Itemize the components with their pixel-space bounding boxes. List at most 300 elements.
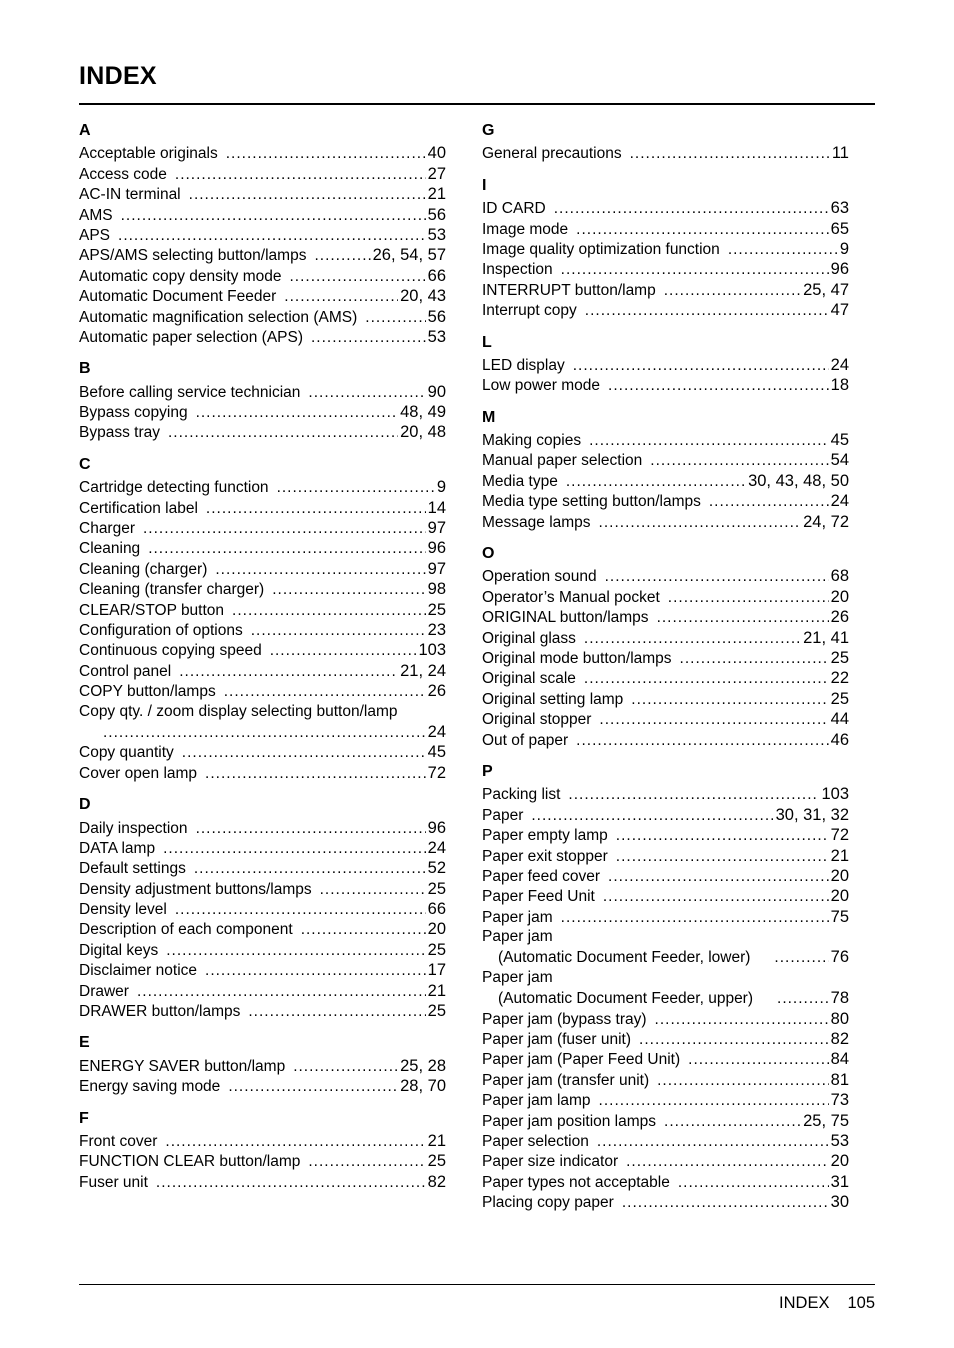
section-letter: O <box>482 545 495 563</box>
leader-dots <box>597 1132 829 1152</box>
entry-pages: 21 <box>427 981 446 1000</box>
leader-dots <box>165 1132 425 1152</box>
entry-pages: 20 <box>830 587 849 606</box>
leader-dots <box>289 267 425 287</box>
entry-pages: 21, 41 <box>803 628 849 647</box>
index-entry <box>79 286 446 306</box>
index-entry <box>79 498 446 518</box>
entry-term: ORIGINAL button/lamps <box>482 609 649 627</box>
index-entry <box>482 689 849 709</box>
entry-pages: 20 <box>830 866 849 885</box>
entry-pages: 81 <box>830 1070 849 1089</box>
section-letter: B <box>79 360 91 378</box>
entry-pages: 45 <box>830 431 849 450</box>
index-section-c <box>79 455 446 783</box>
leader-dots <box>664 1112 801 1132</box>
index-entry <box>482 491 849 511</box>
entry-term: COPY button/lamps <box>79 683 216 701</box>
index-column-left <box>79 121 446 1204</box>
leader-dots <box>561 260 829 280</box>
index-entry <box>482 886 849 906</box>
entry-pages: 21 <box>427 1131 446 1150</box>
entry-pages: 103 <box>821 785 849 804</box>
entry-term: General precautions <box>482 145 622 163</box>
index-entry <box>79 518 446 538</box>
entry-pages: 75 <box>830 907 849 926</box>
leader-dots <box>622 1193 829 1213</box>
leader-dots <box>599 710 828 730</box>
leader-dots <box>166 941 425 961</box>
entry-term: Paper types not acceptable <box>482 1173 670 1191</box>
leader-dots <box>657 1071 829 1091</box>
index-entry <box>482 143 849 163</box>
entry-pages: 9 <box>839 239 849 258</box>
entry-term: Disclaimer notice <box>79 962 198 980</box>
entry-term: Drawer <box>79 982 129 1000</box>
leader-dots <box>251 621 426 641</box>
leader-dots <box>205 961 426 981</box>
leader-dots <box>616 826 829 846</box>
leader-dots <box>179 662 398 682</box>
entry-term: AMS <box>79 206 113 224</box>
index-entry <box>79 879 446 899</box>
entry-term: Paper jam <box>482 928 553 946</box>
index-entry <box>79 681 446 701</box>
entry-pages: 26, 54, 57 <box>372 246 446 265</box>
leader-dots <box>168 423 398 443</box>
index-entry <box>79 266 446 286</box>
entry-term: ID CARD <box>482 200 546 218</box>
page-title: INDEX <box>79 62 157 90</box>
leader-dots <box>777 989 829 1009</box>
entry-term: Paper jam <box>482 908 553 926</box>
entry-pages: 22 <box>830 669 849 688</box>
index-entry <box>482 730 849 750</box>
entry-term: Paper Feed Unit <box>482 888 595 906</box>
index-section-g <box>482 121 849 164</box>
entry-subterm: (Automatic Document Feeder, lower) <box>498 949 751 967</box>
entry-pages: 63 <box>830 199 849 218</box>
index-entry <box>482 1070 849 1090</box>
entry-term: DRAWER button/lamps <box>79 1003 241 1021</box>
entry-pages: 44 <box>830 710 849 729</box>
entry-pages: 21 <box>427 185 446 204</box>
entry-pages: 24 <box>427 838 446 857</box>
entry-term: Paper exit stopper <box>482 847 608 865</box>
entry-term: Automatic magnification selection (AMS) <box>79 308 358 326</box>
section-letter: A <box>79 122 91 139</box>
entry-pages: 53 <box>830 1131 849 1150</box>
leader-dots <box>554 199 829 219</box>
entry-term: Out of paper <box>482 731 569 749</box>
section-letter: F <box>79 1109 89 1127</box>
entry-pages: 14 <box>427 498 446 517</box>
leader-dots <box>657 608 829 628</box>
index-entry <box>482 784 849 804</box>
leader-dots <box>272 580 425 600</box>
entry-pages: 84 <box>830 1050 849 1069</box>
entry-term: Cartridge detecting function <box>79 479 269 497</box>
index-entry <box>482 1090 849 1110</box>
entry-pages: 23 <box>427 620 446 639</box>
leader-dots <box>270 641 417 661</box>
leader-dots <box>196 403 399 423</box>
leader-dots <box>566 472 746 492</box>
leader-dots <box>232 601 426 621</box>
index-entry <box>482 198 849 218</box>
leader-dots <box>774 948 828 968</box>
entry-pages: 56 <box>427 205 446 224</box>
entry-term: Paper jam <box>482 968 553 986</box>
leader-dots <box>215 560 425 580</box>
index-entry <box>79 143 446 163</box>
leader-dots <box>284 287 398 307</box>
index-entry <box>79 1131 446 1151</box>
index-entry <box>79 722 446 742</box>
index-entry <box>482 300 849 320</box>
entry-pages: 26 <box>830 608 849 627</box>
index-entry <box>482 280 849 300</box>
leader-dots <box>650 451 828 471</box>
entry-pages: 26 <box>427 682 446 701</box>
entry-pages: 40 <box>427 144 446 163</box>
index-entry <box>482 988 849 1008</box>
leader-dots <box>616 847 829 867</box>
entry-pages: 25 <box>830 648 849 667</box>
entry-pages: 46 <box>830 730 849 749</box>
index-entry-heading <box>482 968 849 988</box>
title-rule <box>79 103 875 105</box>
entry-pages: 11 <box>831 144 849 163</box>
index-section-d <box>79 795 446 1021</box>
entry-pages: 82 <box>830 1030 849 1049</box>
index-entry <box>482 259 849 279</box>
leader-dots <box>163 839 426 859</box>
entry-pages: 82 <box>427 1172 446 1191</box>
leader-dots <box>194 859 426 879</box>
entry-pages: 25 <box>427 940 446 959</box>
section-letter: P <box>482 762 493 780</box>
page-footer <box>761 1294 875 1313</box>
leader-dots <box>728 240 838 260</box>
entry-term: Automatic Document Feeder <box>79 288 277 306</box>
leader-dots <box>308 383 425 403</box>
entry-pages: 30, 43, 48, 50 <box>748 471 849 490</box>
entry-term: Front cover <box>79 1132 158 1150</box>
entry-pages: 30, 31, 32 <box>775 805 849 824</box>
entry-pages: 48, 49 <box>400 403 446 422</box>
leader-dots <box>121 206 426 226</box>
index-entry <box>482 430 849 450</box>
index-entry <box>79 402 446 422</box>
leader-dots <box>599 1091 829 1111</box>
leader-dots <box>189 185 426 205</box>
entry-pages: 9 <box>436 478 446 497</box>
leader-dots <box>585 301 829 321</box>
index-section-e <box>79 1033 446 1096</box>
entry-term: Original setting lamp <box>482 690 624 708</box>
index-entry <box>79 899 446 919</box>
index-entry <box>79 818 446 838</box>
index-entry <box>79 245 446 265</box>
entry-term: Cleaning (transfer charger) <box>79 581 265 599</box>
entry-term: LED display <box>482 356 565 374</box>
index-entry <box>482 1192 849 1212</box>
leader-dots <box>680 649 829 669</box>
entry-pages: 97 <box>427 559 446 578</box>
entry-pages: 54 <box>830 451 849 470</box>
leader-dots <box>156 1173 426 1193</box>
leader-dots <box>196 819 426 839</box>
entry-term: Interrupt copy <box>482 302 577 320</box>
entry-term: Placing copy paper <box>482 1194 614 1212</box>
entry-term: Cleaning (charger) <box>79 560 208 578</box>
index-section-m <box>482 408 849 532</box>
index-entry <box>79 1172 446 1192</box>
index-section-b <box>79 359 446 443</box>
entry-term: Packing list <box>482 786 561 804</box>
entry-subterm: (Automatic Document Feeder, upper) <box>498 990 754 1008</box>
leader-dots <box>584 629 801 649</box>
entry-term: Media type <box>482 472 558 490</box>
entry-pages: 17 <box>427 961 446 980</box>
index-entry-heading <box>79 702 446 722</box>
entry-term: INTERRUPT button/lamp <box>482 281 656 299</box>
leader-dots <box>630 144 830 164</box>
entry-pages: 96 <box>427 539 446 558</box>
entry-term: Control panel <box>79 662 172 680</box>
entry-term: Inspection <box>482 261 553 279</box>
entry-term: Copy quantity <box>79 744 174 762</box>
entry-pages: 25, 47 <box>803 280 849 299</box>
leader-dots <box>248 1002 425 1022</box>
entry-term: Operation sound <box>482 568 597 586</box>
leader-dots <box>301 920 426 940</box>
index-entry <box>79 661 446 681</box>
entry-pages: 24 <box>830 492 849 511</box>
index-entry <box>482 450 849 470</box>
index-entry <box>79 559 446 579</box>
index-entry <box>482 866 849 886</box>
entry-pages: 72 <box>427 763 446 782</box>
section-letter: C <box>79 455 91 473</box>
index-entry <box>482 947 849 967</box>
entry-pages: 25 <box>427 600 446 619</box>
entry-pages: 53 <box>427 327 446 346</box>
footer-rule <box>79 1284 875 1285</box>
index-entry <box>79 838 446 858</box>
leader-dots <box>608 867 829 887</box>
index-entry <box>482 1009 849 1029</box>
entry-term: Original mode button/lamps <box>482 649 672 667</box>
entry-pages: 47 <box>830 301 849 320</box>
index-section-p <box>482 762 849 1213</box>
index-entry <box>79 538 446 558</box>
index-section-i <box>482 176 849 321</box>
leader-dots <box>143 519 426 539</box>
leader-dots <box>603 887 829 907</box>
entry-term: Before calling service technician <box>79 383 301 401</box>
entry-term: Configuration of options <box>79 621 243 639</box>
entry-pages: 20 <box>830 887 849 906</box>
entry-term: Automatic paper selection (APS) <box>79 328 303 346</box>
leader-dots <box>308 1152 425 1172</box>
entry-term: Message lamps <box>482 513 591 531</box>
entry-pages: 20 <box>830 1152 849 1171</box>
leader-dots <box>589 431 829 451</box>
leader-dots <box>118 226 426 246</box>
entry-pages: 25 <box>427 879 446 898</box>
entry-pages: 96 <box>830 260 849 279</box>
leader-dots <box>206 499 426 519</box>
leader-dots <box>678 1173 829 1193</box>
leader-dots <box>631 690 828 710</box>
entry-term: Image mode <box>482 220 569 238</box>
entry-pages: 25 <box>830 689 849 708</box>
index-entry <box>79 184 446 204</box>
entry-term: Paper jam (bypass tray) <box>482 1010 647 1028</box>
entry-pages: 24, 72 <box>803 512 849 531</box>
entry-pages: 31 <box>830 1172 849 1191</box>
index-entry <box>79 1076 446 1096</box>
index-entry <box>482 648 849 668</box>
entry-term: Paper jam position lamps <box>482 1112 657 1130</box>
entry-term: Bypass copying <box>79 404 188 422</box>
section-letter: G <box>482 122 495 139</box>
leader-dots <box>568 785 819 805</box>
entry-term: Description of each component <box>79 921 293 939</box>
entry-pages: 20 <box>427 920 446 939</box>
entry-pages: 25 <box>427 1002 446 1021</box>
entry-pages: 66 <box>427 266 446 285</box>
index-entry <box>482 1131 849 1151</box>
leader-dots <box>626 1152 829 1172</box>
section-letter: M <box>482 408 496 426</box>
index-entry <box>79 981 446 1001</box>
leader-dots <box>365 308 425 328</box>
section-letter: D <box>79 796 91 814</box>
index-entry <box>482 355 849 375</box>
entry-pages: 68 <box>830 567 849 586</box>
index-entry <box>482 805 849 825</box>
index-entry <box>482 239 849 259</box>
leader-dots <box>148 539 425 559</box>
index-entry <box>482 1049 849 1069</box>
entry-term: Energy saving mode <box>79 1078 221 1096</box>
entry-term: Low power mode <box>482 377 601 395</box>
entry-term: Cleaning <box>79 540 141 558</box>
index-entry <box>79 579 446 599</box>
index-entry <box>482 607 849 627</box>
entry-pages: 56 <box>427 307 446 326</box>
index-entry <box>482 1151 849 1171</box>
leader-dots <box>561 908 829 928</box>
leader-dots <box>293 1057 398 1077</box>
entry-pages: 78 <box>830 989 849 1008</box>
leader-dots <box>664 281 801 301</box>
index-column-right <box>482 121 849 1225</box>
leader-dots <box>576 731 828 751</box>
entry-term: CLEAR/STOP button <box>79 601 225 619</box>
index-entry <box>79 164 446 184</box>
leader-dots <box>605 567 829 587</box>
entry-term: Paper empty lamp <box>482 827 608 845</box>
index-entry <box>79 763 446 783</box>
entry-pages: 73 <box>830 1091 849 1110</box>
entry-pages: 21 <box>830 846 849 865</box>
entry-pages: 20, 43 <box>400 287 446 306</box>
index-entry <box>79 477 446 497</box>
entry-term: Default settings <box>79 860 186 878</box>
entry-pages: 25, 75 <box>803 1111 849 1130</box>
entry-pages: 25 <box>427 1152 446 1171</box>
entry-pages: 18 <box>830 376 849 395</box>
index-entry <box>79 205 446 225</box>
entry-pages: 97 <box>427 519 446 538</box>
entry-pages: 30 <box>830 1193 849 1212</box>
index-entry <box>79 919 446 939</box>
index-entry <box>482 375 849 395</box>
index-entry <box>79 327 446 347</box>
entry-term: Paper selection <box>482 1132 589 1150</box>
index-entry <box>482 846 849 866</box>
index-entry <box>482 512 849 532</box>
entry-term: Access code <box>79 165 167 183</box>
entry-pages: 21, 24 <box>400 661 446 680</box>
index-entry <box>79 940 446 960</box>
entry-pages: 24 <box>427 722 446 741</box>
leader-dots <box>655 1010 829 1030</box>
index-entry <box>79 1151 446 1171</box>
entry-pages: 80 <box>830 1009 849 1028</box>
leader-dots <box>709 492 829 512</box>
entry-term: Original glass <box>482 629 576 647</box>
entry-term: Bypass tray <box>79 424 160 442</box>
entry-pages: 25, 28 <box>400 1056 446 1075</box>
leader-dots <box>103 723 426 743</box>
index-entry <box>79 960 446 980</box>
index-entry <box>79 1056 446 1076</box>
index-entry <box>79 422 446 442</box>
entry-term: Continuous copying speed <box>79 642 262 660</box>
entry-pages: 90 <box>427 382 446 401</box>
entry-pages: 96 <box>427 818 446 837</box>
index-entry <box>482 587 849 607</box>
entry-pages: 66 <box>427 900 446 919</box>
index-entry <box>79 620 446 640</box>
index-entry <box>482 709 849 729</box>
entry-term: Charger <box>79 520 135 538</box>
entry-term: AC-IN terminal <box>79 186 181 204</box>
leader-dots <box>175 165 426 185</box>
leader-dots <box>277 478 435 498</box>
leader-dots <box>599 513 802 533</box>
entry-term: Making copies <box>482 432 582 450</box>
leader-dots <box>137 982 426 1002</box>
entry-term: Paper jam (Paper Feed Unit) <box>482 1051 681 1069</box>
entry-term: Acceptable originals <box>79 145 218 163</box>
entry-term: Fuser unit <box>79 1173 148 1191</box>
index-entry <box>79 307 446 327</box>
entry-pages: 24 <box>830 355 849 374</box>
entry-term: Cover open lamp <box>79 764 198 782</box>
entry-pages: 76 <box>830 948 849 967</box>
index-entry <box>79 640 446 660</box>
index-entry <box>79 225 446 245</box>
entry-pages: 27 <box>427 164 446 183</box>
index-entry <box>482 471 849 491</box>
entry-pages: 65 <box>830 219 849 238</box>
